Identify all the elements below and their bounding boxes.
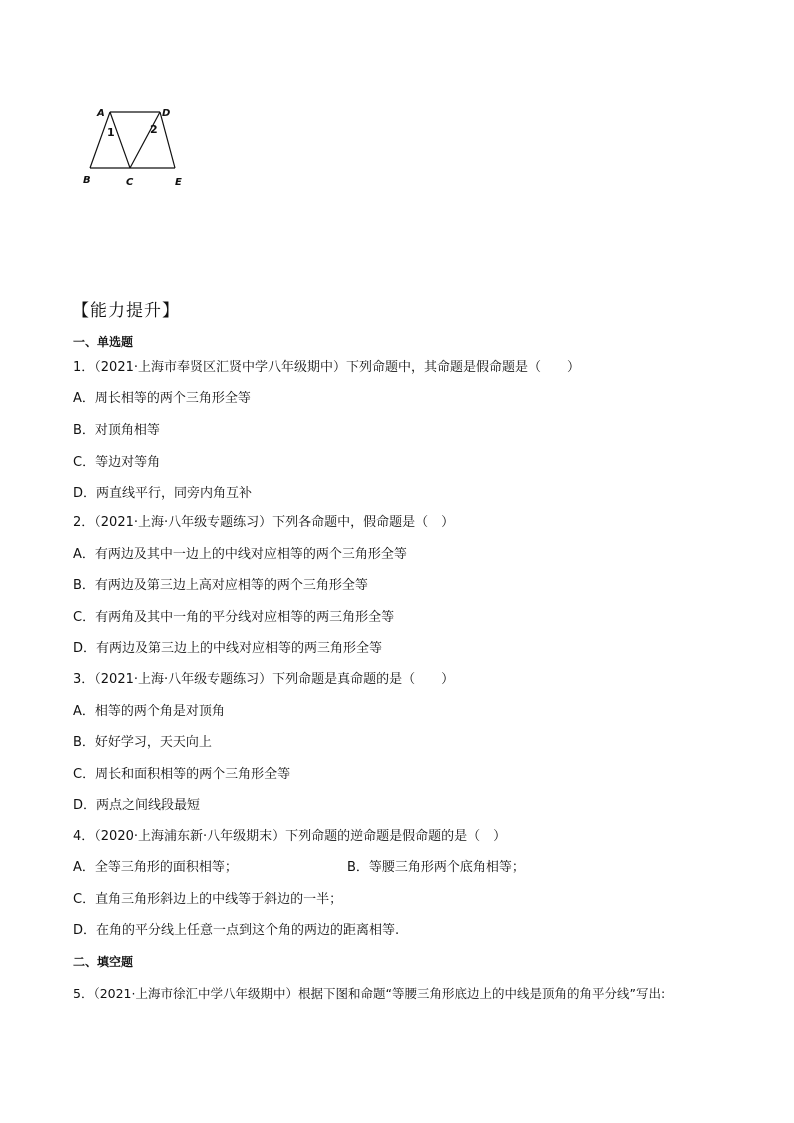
label-c: C — [126, 177, 134, 188]
segment-ab — [90, 112, 110, 168]
q3-option-d: D．两点之间线段最短 — [73, 798, 201, 813]
q4-option-a: A．全等三角形的面积相等； — [73, 860, 238, 875]
label-d: D — [162, 108, 171, 119]
geometry-figure — [80, 102, 200, 192]
q3-option-a: A．相等的两个角是对顶角 — [73, 704, 225, 719]
q3-stem: 3．（2021·上海·八年级专题练习）下列命题是真命题的是（ ） — [73, 672, 455, 687]
figure-svg — [80, 102, 200, 192]
section-single-choice: 一、单选题 — [73, 335, 134, 349]
q4-stem: 4．（2020·上海浦东新·八年级期末）下列命题的逆命题是假命题的是（ ） — [73, 829, 507, 844]
q4-option-b: B．等腰三角形两个底角相等； — [347, 860, 525, 875]
angle-1-label: 1 — [107, 126, 115, 139]
label-b: B — [83, 175, 91, 186]
section-heading: 【能力提升】 — [72, 301, 180, 321]
label-e: E — [175, 177, 182, 188]
q1-option-a: A．周长相等的两个三角形全等 — [73, 391, 251, 406]
q2-option-c: C．有两角及其中一角的平分线对应相等的两三角形全等 — [73, 610, 395, 625]
segment-cd — [130, 112, 160, 168]
segment-de — [160, 112, 175, 168]
section-fill-blank: 二、填空题 — [73, 955, 134, 969]
angle-2-label: 2 — [150, 123, 158, 136]
label-a: A — [97, 108, 105, 119]
segment-ac — [110, 112, 130, 168]
q2-option-d: D．有两边及第三边上的中线对应相等的两三角形全等 — [73, 641, 383, 656]
q3-option-c: C．周长和面积相等的两个三角形全等 — [73, 767, 291, 782]
q4-option-d: D．在角的平分线上任意一点到这个角的两边的距离相等. — [73, 923, 400, 938]
q1-option-c: C．等边对等角 — [73, 455, 161, 470]
q1-option-b: B．对顶角相等 — [73, 423, 160, 438]
q5-stem: 5．（2021·上海市徐汇中学八年级期中）根据下图和命题“等腰三角形底边上的中线是顶角的角平分线”写出: — [73, 986, 666, 1001]
q4-option-c: C．直角三角形斜边上的中线等于斜边的一半； — [73, 892, 343, 907]
q1-option-d: D．两直线平行，同旁内角互补 — [73, 486, 253, 501]
q3-option-b: B．好好学习，天天向上 — [73, 735, 212, 750]
q2-option-b: B．有两边及第三边上高对应相等的两个三角形全等 — [73, 578, 368, 593]
q1-stem: 1．（2021·上海市奉贤区汇贤中学八年级期中）下列命题中，其命题是假命题是（ ） — [73, 360, 580, 375]
q2-option-a: A．有两边及其中一边上的中线对应相等的两个三角形全等 — [73, 547, 407, 562]
q2-stem: 2．（2021·上海·八年级专题练习）下列各命题中，假命题是（ ） — [73, 515, 455, 530]
